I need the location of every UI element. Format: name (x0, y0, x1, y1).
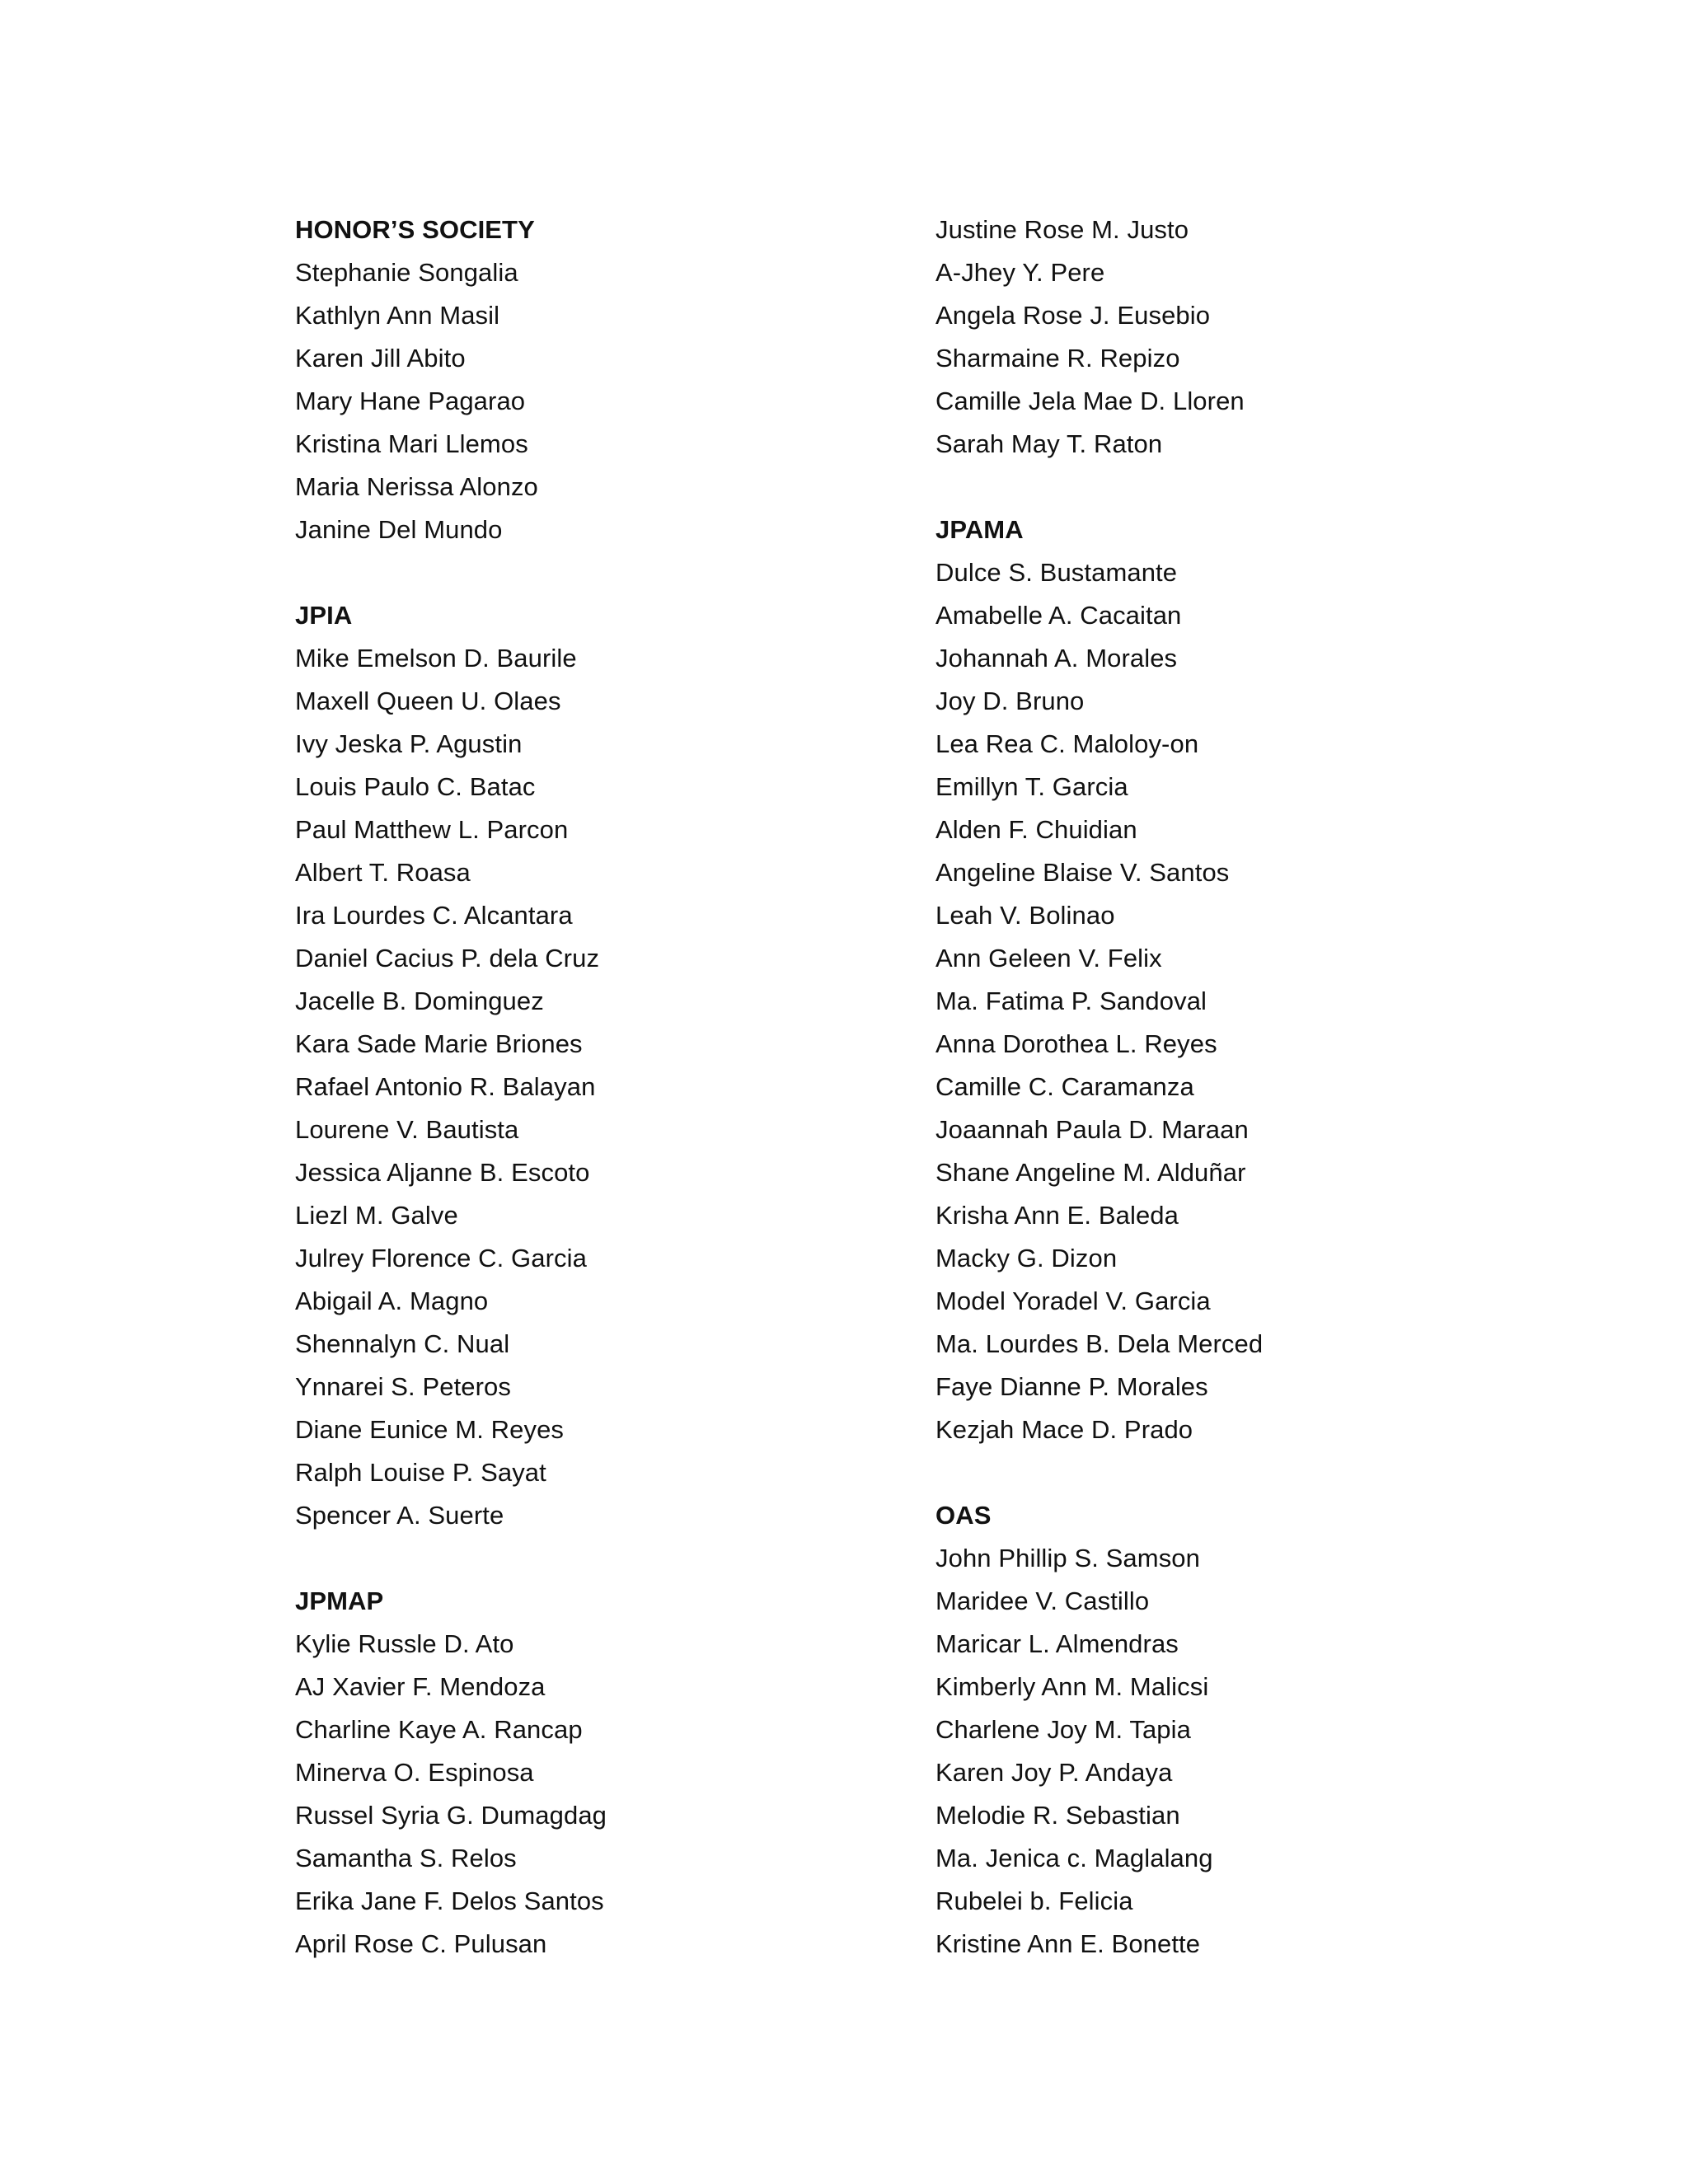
member-name: Amabelle A. Cacaitan (935, 601, 1182, 630)
section-heading: JPAMA (935, 515, 1024, 544)
member-name: Ma. Fatima P. Sandoval (935, 987, 1207, 1015)
member-name: Lourene V. Bautista (295, 1115, 519, 1144)
member-name: Sharmaine R. Repizo (935, 344, 1180, 373)
member-name: Shane Angeline M. Alduñar (935, 1158, 1246, 1187)
section-honors-society (295, 209, 889, 551)
member-name: Joy D. Bruno (935, 687, 1085, 715)
member-name: Angeline Blaise V. Santos (935, 858, 1230, 887)
member-name: Rubelei b. Felicia (935, 1886, 1133, 1915)
section-spacer (295, 1537, 889, 1580)
member-name: Joaannah Paula D. Maraan (935, 1115, 1249, 1144)
member-name: Maria Nerissa Alonzo (295, 472, 538, 501)
member-name: Rafael Antonio R. Balayan (295, 1072, 596, 1101)
member-name: Ma. Lourdes B. Dela Merced (935, 1329, 1264, 1358)
member-name: Stephanie Songalia (295, 258, 518, 287)
member-name: Ivy Jeska P. Agustin (295, 729, 523, 758)
member-name: Liezl M. Galve (295, 1201, 458, 1230)
member-name: Shennalyn C. Nual (295, 1329, 510, 1358)
member-name: Kara Sade Marie Briones (295, 1029, 583, 1058)
section-jpia (295, 594, 889, 1537)
member-name: Mike Emelson D. Baurile (295, 644, 577, 673)
member-name: Spencer A. Suerte (295, 1501, 504, 1530)
member-name: Maridee V. Castillo (935, 1586, 1150, 1615)
member-name: Charline Kaye A. Rancap (295, 1715, 583, 1744)
member-name: Russel Syria G. Dumagdag (295, 1801, 607, 1830)
member-name: Louis Paulo C. Batac (295, 772, 536, 801)
section-jpama (935, 509, 1529, 1451)
member-name: Johannah A. Morales (935, 644, 1178, 673)
member-name: Dulce S. Bustamante (935, 558, 1178, 587)
member-name: Albert T. Roasa (295, 858, 471, 887)
member-name: AJ Xavier F. Mendoza (295, 1672, 546, 1701)
member-name: Diane Eunice M. Reyes (295, 1415, 565, 1444)
section-heading: OAS (935, 1501, 992, 1530)
member-name: Abigail A. Magno (295, 1286, 489, 1315)
member-name: Camille Jela Mae D. Lloren (935, 387, 1245, 415)
member-name: Alden F. Chuidian (935, 815, 1137, 844)
member-name: Lea Rea C. Maloloy-on (935, 729, 1199, 758)
member-name: Kristina Mari Llemos (295, 429, 528, 458)
member-name: Melodie R. Sebastian (935, 1801, 1180, 1830)
member-name: Leah V. Bolinao (935, 901, 1115, 930)
section-heading: HONOR’S SOCIETY (295, 215, 535, 244)
member-name: A-Jhey Y. Pere (935, 258, 1105, 287)
member-name: Model Yoradel V. Garcia (935, 1286, 1211, 1315)
left-column (295, 209, 889, 1966)
member-name: Julrey Florence C. Garcia (295, 1244, 587, 1272)
section-spacer (935, 1451, 1529, 1494)
member-name: Krisha Ann E. Baleda (935, 1201, 1179, 1230)
section-jpmap (295, 1580, 889, 1966)
member-name: Erika Jane F. Delos Santos (295, 1886, 604, 1915)
member-name: Kristine Ann E. Bonette (935, 1929, 1201, 1958)
member-name: Jacelle B. Dominguez (295, 987, 544, 1015)
member-name: Ralph Louise P. Sayat (295, 1458, 546, 1487)
section-heading: JPIA (295, 601, 353, 630)
member-name: Macky G. Dizon (935, 1244, 1118, 1272)
member-name: Ira Lourdes C. Alcantara (295, 901, 573, 930)
member-name: Paul Matthew L. Parcon (295, 815, 569, 844)
member-name: Ynnarei S. Peteros (295, 1372, 512, 1401)
member-name: Ma. Jenica c. Maglalang (935, 1844, 1213, 1872)
member-name: Kezjah Mace D. Prado (935, 1415, 1193, 1444)
member-name: Mary Hane Pagarao (295, 387, 526, 415)
member-name: Maxell Queen U. Olaes (295, 687, 561, 715)
member-name: Samantha S. Relos (295, 1844, 517, 1872)
member-name: April Rose C. Pulusan (295, 1929, 547, 1958)
member-name: Justine Rose M. Justo (935, 215, 1189, 244)
member-name: Sarah May T. Raton (935, 429, 1163, 458)
right-column (935, 209, 1529, 1966)
member-name: Charlene Joy M. Tapia (935, 1715, 1191, 1744)
section-oas (935, 1494, 1529, 1966)
section-spacer (935, 466, 1529, 509)
member-name: Janine Del Mundo (295, 515, 503, 544)
section-spacer (295, 551, 889, 594)
member-name: Karen Jill Abito (295, 344, 466, 373)
member-name: Faye Dianne P. Morales (935, 1372, 1208, 1401)
member-name: John Phillip S. Samson (935, 1544, 1200, 1572)
member-name: Camille C. Caramanza (935, 1072, 1194, 1101)
member-name: Karen Joy P. Andaya (935, 1758, 1173, 1787)
section-continued-list (935, 209, 1529, 466)
member-name: Anna Dorothea L. Reyes (935, 1029, 1217, 1058)
member-name: Angela Rose J. Eusebio (935, 301, 1211, 330)
member-name: Minerva O. Espinosa (295, 1758, 534, 1787)
member-name: Kylie Russle D. Ato (295, 1629, 514, 1658)
member-name: Maricar L. Almendras (935, 1629, 1179, 1658)
section-heading: JPMAP (295, 1586, 384, 1615)
member-name: Ann Geleen V. Felix (935, 944, 1162, 972)
member-name: Jessica Aljanne B. Escoto (295, 1158, 590, 1187)
member-name: Kimberly Ann M. Malicsi (935, 1672, 1209, 1701)
member-name: Daniel Cacius P. dela Cruz (295, 944, 600, 972)
member-name: Kathlyn Ann Masil (295, 301, 500, 330)
member-name: Emillyn T. Garcia (935, 772, 1128, 801)
